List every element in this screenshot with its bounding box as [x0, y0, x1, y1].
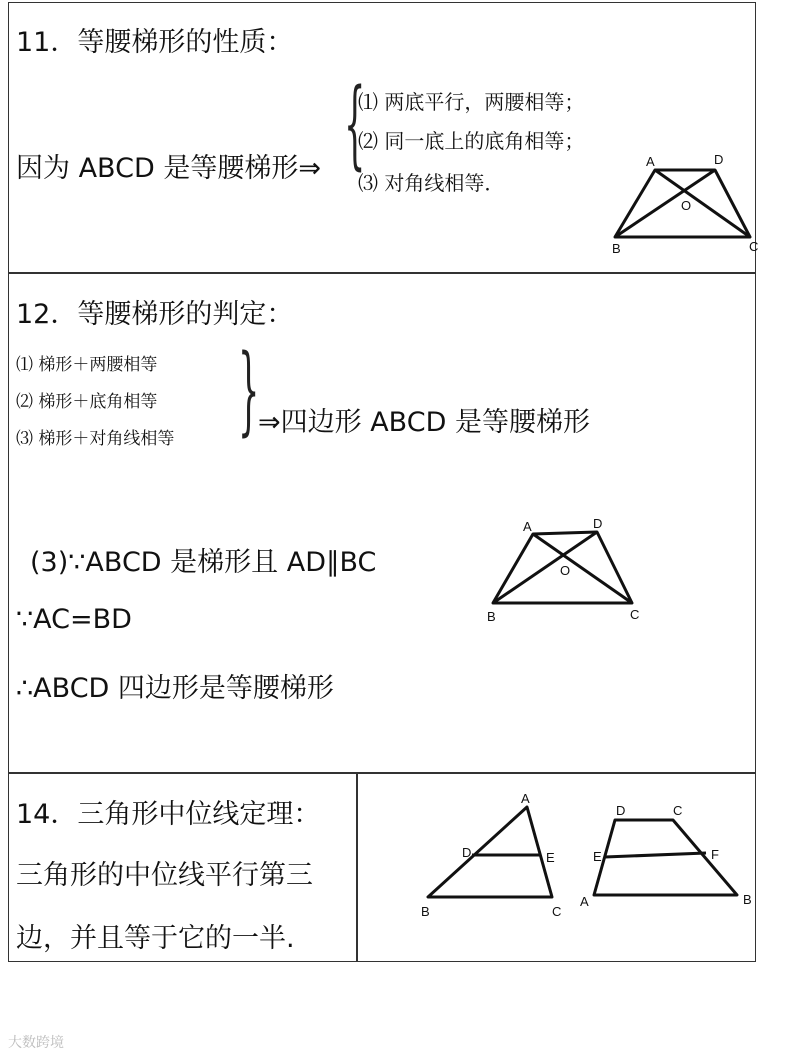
point-label-a: A [521, 791, 530, 806]
point-label-b: B [612, 241, 621, 256]
point-label-a: A [523, 519, 532, 534]
point-label-b: B [421, 904, 430, 919]
point-label-c: C [673, 803, 683, 818]
property-item: ⑴ 两底平行，两腰相等； [358, 90, 585, 114]
theorem-line: 边，并且等于它的一半. [16, 923, 295, 954]
section-11-premise: 因为 ABCD 是等腰梯形⇒ [16, 153, 321, 184]
property-item: ⑶ 对角线相等． [358, 171, 505, 195]
proof-line: ∴ABCD 四边形是等腰梯形 [16, 673, 334, 704]
point-label-c: C [749, 239, 759, 254]
judgement-conclusion: ⇒四边形 ABCD 是等腰梯形 [258, 407, 590, 438]
theorem-line: 三角形的中位线平行第三 [16, 860, 313, 891]
section-11-title: 11．等腰梯形的性质： [16, 27, 294, 58]
point-label-d: D [616, 803, 626, 818]
watermark: 大数跨境 [8, 1035, 64, 1051]
left-brace: { [344, 68, 366, 180]
point-label-e: E [593, 849, 602, 864]
point-label-f: F [711, 847, 719, 862]
point-label-o: O [560, 563, 571, 578]
point-label-b: B [743, 892, 752, 907]
property-item: ⑵ 同一底上的底角相等； [358, 129, 585, 153]
condition-item: ⑵ 梯形＋底角相等 [16, 392, 158, 412]
point-label-d: D [462, 845, 472, 860]
right-brace: } [238, 334, 260, 446]
point-label-a: A [580, 894, 589, 909]
condition-item: ⑶ 梯形＋对角线相等 [16, 429, 175, 449]
point-label-d: D [593, 516, 603, 531]
point-label-o: O [681, 198, 692, 213]
point-label-e: E [546, 850, 555, 865]
point-label-a: A [646, 154, 655, 169]
section-12-title: 12．等腰梯形的判定： [16, 299, 294, 330]
proof-line: (3)∵ABCD 是梯形且 AD∥BC [30, 547, 377, 578]
point-label-b: B [487, 609, 496, 624]
point-label-c: C [630, 607, 640, 622]
point-label-d: D [714, 152, 724, 167]
proof-line: ∵AC=BD [16, 604, 132, 635]
section-14-title: 14．三角形中位线定理： [16, 799, 321, 830]
condition-item: ⑴ 梯形＋两腰相等 [16, 355, 158, 375]
point-label-c: C [552, 904, 562, 919]
